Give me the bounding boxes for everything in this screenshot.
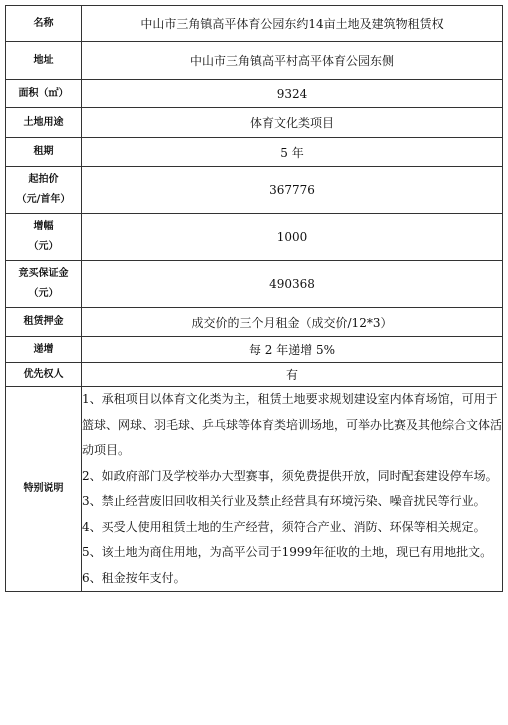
table-row: [6, 138, 503, 167]
row-value-starting-price: 367776: [82, 167, 503, 214]
row-value-deposit: 490368: [82, 261, 503, 308]
special-notes: [82, 387, 503, 592]
note-item: 6、租金按年支付。: [82, 570, 186, 585]
row-value-priority: 有: [82, 363, 503, 387]
label-line: （元）: [28, 241, 59, 252]
note-item: 4、买受人使用租赁土地的生产经营，须符合产业、消防、环保等相关规定。: [82, 519, 486, 534]
note-item: 5、该土地为商住用地，为高平公司于1999年征收的土地，现已有用地批文。: [82, 545, 493, 559]
table-row: [6, 108, 503, 138]
row-value-area: 9324: [82, 80, 503, 108]
label-line: 起拍价: [28, 174, 59, 185]
row-label-starting-price: [6, 167, 82, 214]
row-label-deposit: [6, 261, 82, 308]
note-item: 2、如政府部门及学校举办大型赛事，须免费提供开放，同时配套建设停车场。: [82, 468, 498, 483]
table-row: [6, 337, 503, 363]
row-label-area: 面积（㎡）: [6, 80, 82, 108]
table-row: [6, 363, 503, 387]
table-row: [6, 214, 503, 261]
row-value-address: 中山市三角镇高平村高平体育公园东侧: [82, 42, 503, 80]
table-row: [6, 6, 503, 42]
row-label-priority: 优先权人: [6, 363, 82, 387]
table-row: [6, 387, 503, 592]
table-row: [6, 261, 503, 308]
table-row: [6, 167, 503, 214]
label-line: （元）: [28, 288, 59, 299]
note-item: 1、承租项目以体育文化类为主，租赁土地要求规划建设室内体育场馆，可用于篮球、网球、羽毛球、乒乓球等体育类培训场地，可举办比赛及其他综合文体活动项目。: [82, 392, 503, 457]
row-value-increment: 1000: [82, 214, 503, 261]
row-value-name: 中山市三角镇高平体育公园东约14亩土地及建筑物租赁权: [82, 6, 503, 42]
table-row: [6, 308, 503, 337]
row-value-lease-deposit: 成交价的三个月租金（成交价/12*3）: [82, 308, 503, 337]
row-label-special-notes: 特别说明: [6, 387, 82, 592]
row-label-increment: [6, 214, 82, 261]
row-label-name: 名称: [6, 6, 82, 42]
row-value-term: 5 年: [82, 138, 503, 167]
row-label-lease-deposit: 租赁押金: [6, 308, 82, 337]
row-label-address: 地址: [6, 42, 82, 80]
lease-info-table: [5, 5, 503, 592]
table-row: [6, 80, 503, 108]
row-label-land-use: 土地用途: [6, 108, 82, 138]
note-item: 3、禁止经营废旧回收相关行业及禁止经营具有环境污染、噪音扰民等行业。: [82, 494, 486, 508]
label-line: （元/首年）: [16, 194, 71, 205]
table-row: [6, 42, 503, 80]
row-label-escalation: 递增: [6, 337, 82, 363]
row-label-term: 租期: [6, 138, 82, 167]
row-value-land-use: 体育文化类项目: [82, 108, 503, 138]
row-value-escalation: 每 2 年递增 5%: [82, 337, 503, 363]
label-line: 增幅: [33, 221, 54, 232]
label-line: 竞买保证金: [18, 268, 69, 279]
